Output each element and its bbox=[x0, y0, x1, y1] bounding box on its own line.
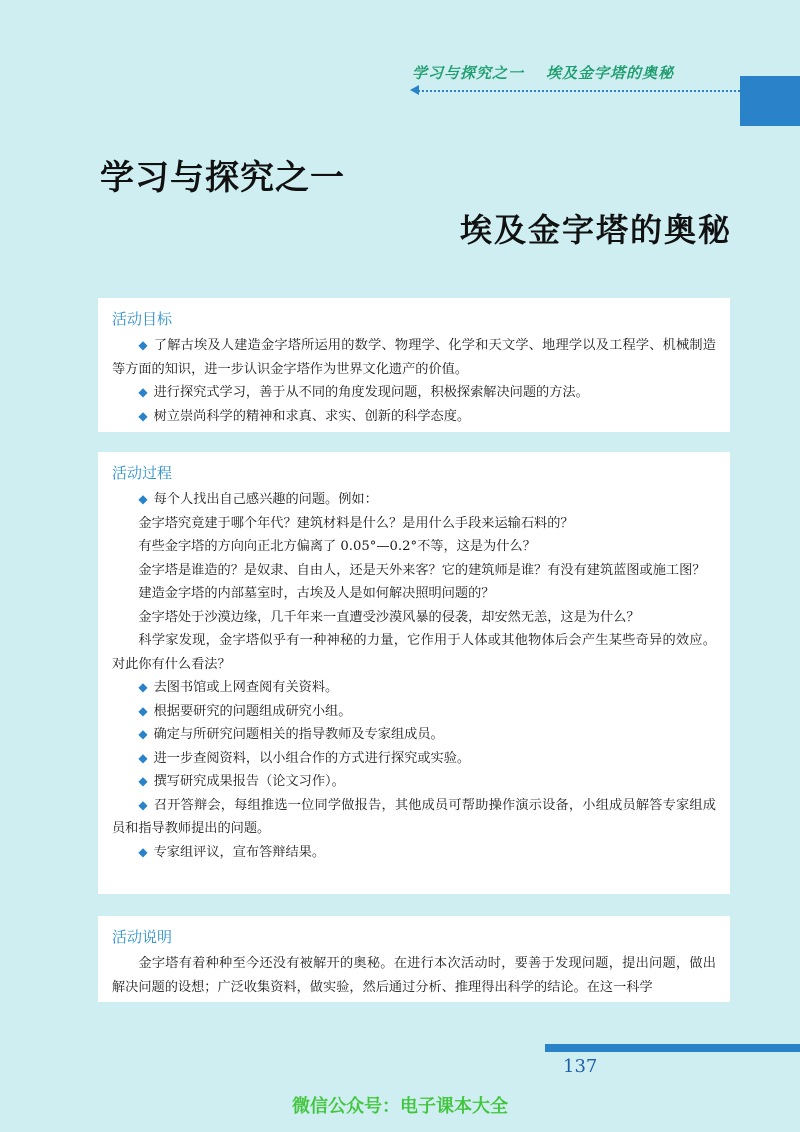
process-question: 金字塔是谁造的？是奴隶、自由人，还是天外来客？它的建筑师是谁？有没有建筑蓝图或施工图？ bbox=[138, 562, 706, 578]
notes-text: 金字塔有着种种至今还没有被解开的奥秘。在进行本次活动时，要善于发现问题，提出问题，做出解决问题的设想；广泛收集资料，做实验，然后通过分析、推理得出科学的结论。在这一科学 bbox=[112, 956, 716, 995]
process-step: ◆ 根据要研究的问题组成研究小组。 bbox=[138, 703, 352, 719]
process-panel bbox=[98, 452, 730, 894]
blue-diamond-icon: ◆ bbox=[138, 680, 148, 694]
process-step: ◆ 撰写研究成果报告（论文习作）。 bbox=[138, 774, 345, 789]
process-question: 金字塔究竟建于哪个年代？建筑材料是什么？是用什么手段来运输石料的？ bbox=[138, 515, 574, 531]
process-question: 建造金字塔的内部墓室时，古埃及人是如何解决照明问题的？ bbox=[138, 586, 495, 601]
blue-diamond-icon: ◆ bbox=[138, 703, 148, 718]
goals-panel bbox=[98, 298, 730, 432]
notes-panel bbox=[98, 916, 730, 1002]
running-header bbox=[412, 62, 674, 83]
goals-heading: 活动目标 bbox=[112, 310, 173, 328]
page-number: 137 bbox=[563, 1056, 598, 1077]
process-step: ◆ 去图书馆或上网查阅有关资料。 bbox=[138, 680, 339, 695]
blue-diamond-icon: ◆ bbox=[138, 385, 148, 399]
blue-diamond-icon: ◆ bbox=[138, 338, 148, 352]
blue-diamond-icon: ◆ bbox=[138, 727, 148, 741]
process-step: ◆ 专家组评议，宣布答辩结果。 bbox=[138, 844, 326, 860]
page-title: 学习与探究之一 bbox=[100, 158, 345, 198]
process-intro: ◆ 每个人找出自己感兴趣的问题。例如： bbox=[138, 492, 378, 507]
header-dotted-rule bbox=[418, 90, 740, 92]
goals-item: ◆ 进行探究式学习，善于从不同的角度发现问题，积极探索解决问题的方法。 bbox=[138, 385, 589, 400]
blue-diamond-icon: ◆ bbox=[138, 774, 148, 788]
process-question: 有些金字塔的方向向正北方偏离了 0.05°—0.2°不等，这是为什么？ bbox=[138, 539, 536, 554]
blue-diamond-icon: ◆ bbox=[138, 844, 148, 859]
process-step: ◆ 进一步查阅资料，以小组合作的方式进行探究或实验。 bbox=[138, 750, 471, 766]
running-header-section: 学习与探究之一 bbox=[412, 64, 525, 82]
goals-item: ◆ 树立崇尚科学的精神和求真、求实、创新的科学态度。 bbox=[138, 408, 471, 424]
blue-diamond-icon: ◆ bbox=[138, 492, 148, 506]
goals-item: ◆ 了解古埃及人建造金字塔所运用的数学、物理学、化学和天文学、地理学以及工程学、机械制造等方面的知识，进一步认识金字塔作为世界文化遗产的价值。 bbox=[112, 338, 716, 377]
process-step: ◆ 确定与所研究问题相关的指导教师及专家组成员。 bbox=[138, 727, 444, 742]
process-question: 科学家发现，金字塔似乎有一种神秘的力量，它作用于人体或其他物体后会产生某些奇异的效应。对此你有什么看法？ bbox=[112, 633, 716, 672]
process-step: ◆ 召开答辩会，每组推选一位同学做报告，其他成员可帮助操作演示设备，小组成员解答专家组成员和指导教师提出的问题。 bbox=[112, 797, 716, 836]
footer-color-bar bbox=[545, 1044, 800, 1052]
blue-diamond-icon: ◆ bbox=[138, 408, 148, 423]
watermark-text: 微信公众号：电子课本大全 bbox=[292, 1096, 508, 1117]
blue-diamond-icon: ◆ bbox=[138, 750, 148, 765]
process-heading: 活动过程 bbox=[112, 464, 173, 482]
header-color-bar bbox=[740, 76, 800, 126]
page-subtitle: 埃及金字塔的奥秘 bbox=[460, 211, 733, 249]
blue-diamond-icon: ◆ bbox=[138, 797, 148, 812]
process-question: 金字塔处于沙漠边缘，几千年来一直遭受沙漠风暴的侵袭，却安然无恙，这是为什么？ bbox=[138, 609, 640, 625]
notes-heading: 活动说明 bbox=[112, 928, 173, 946]
running-header-topic: 埃及金字塔的奥秘 bbox=[546, 64, 675, 82]
